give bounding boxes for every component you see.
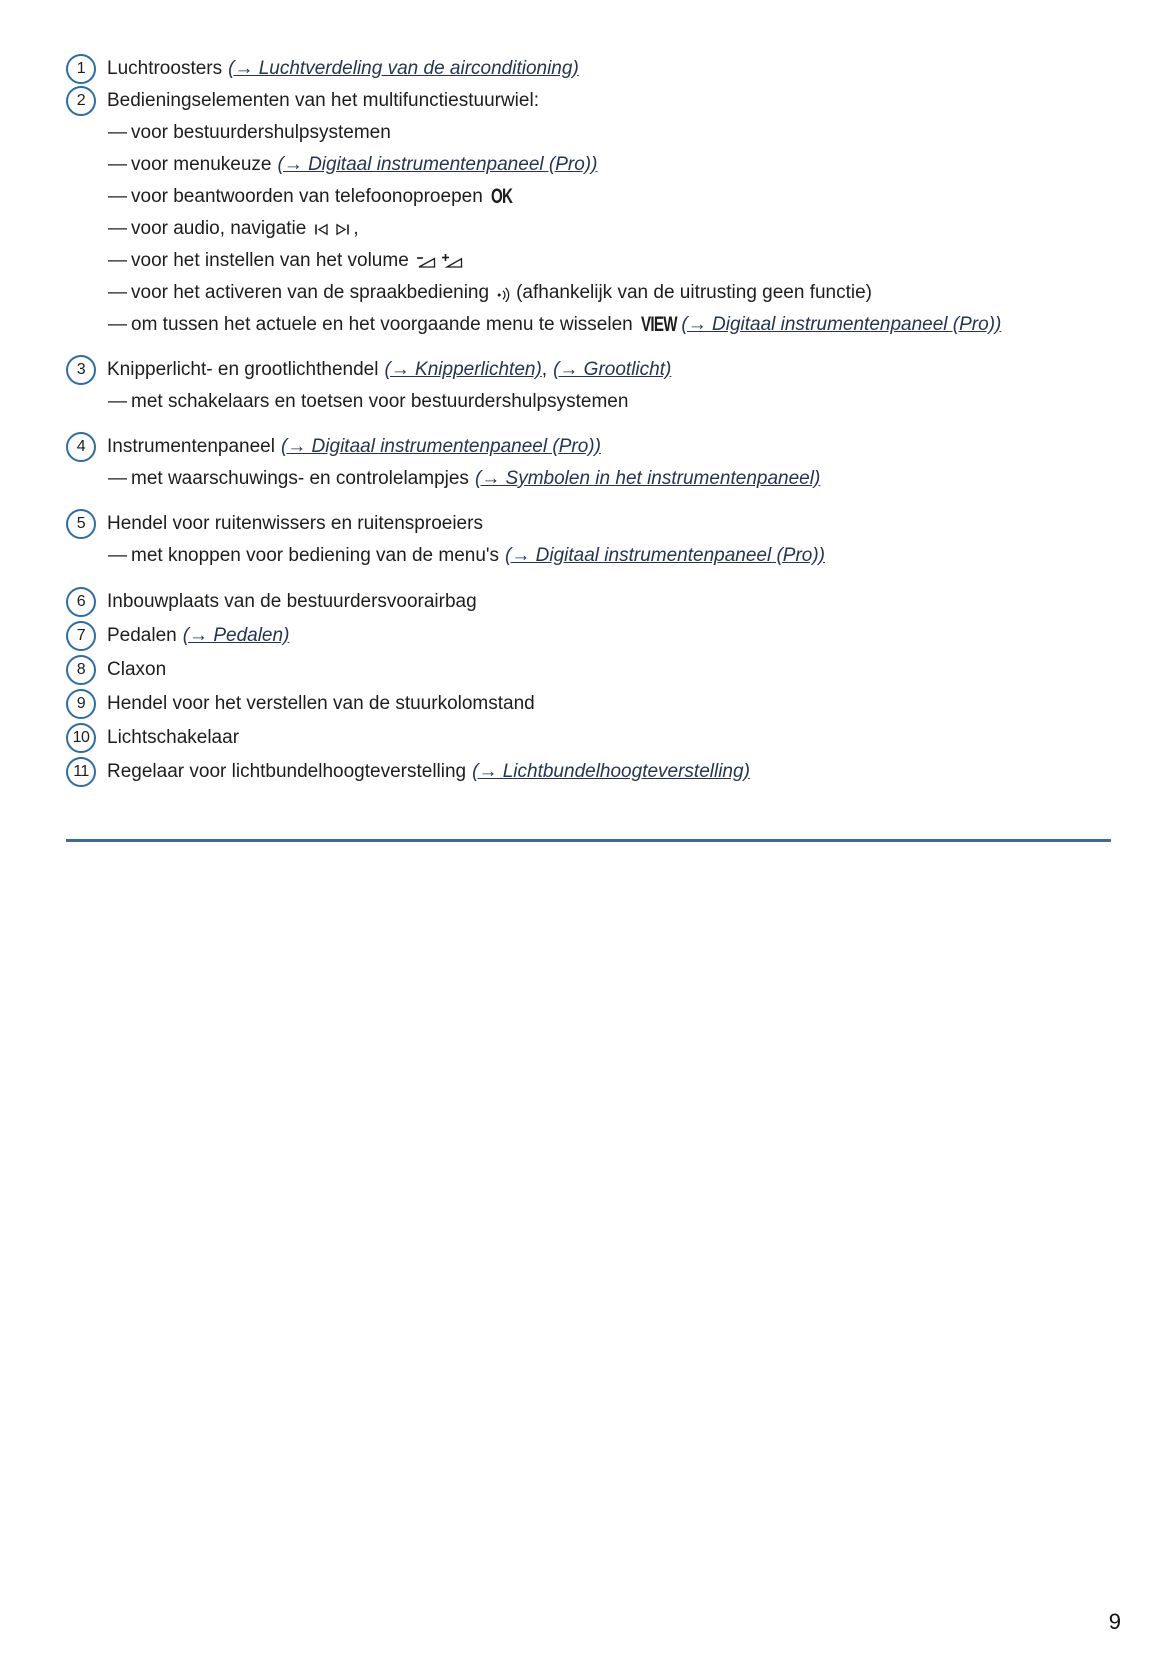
item-label: Inbouwplaats van de bestuurdersvoorairbag: [107, 591, 477, 612]
dash-bullet: —: [108, 282, 127, 303]
cross-reference-link[interactable]: (→ Lichtbundelhoogteverstelling): [472, 761, 750, 782]
item-label: Regelaar voor lichtbundelhoogteverstelling: [107, 761, 467, 782]
list-item: [66, 508, 1125, 540]
item-label: Pedalen: [107, 625, 177, 646]
item-number-badge: [66, 355, 96, 385]
cross-reference-link[interactable]: (→ Luchtverdeling van de airconditioning): [228, 58, 579, 79]
prev-track-icon: [313, 222, 330, 237]
item-number: 7: [76, 627, 86, 644]
sub-item-suffix: (afhankelijk van de uitrusting geen functie): [516, 282, 873, 303]
sub-list-item: [66, 149, 1125, 181]
cross-reference-link[interactable]: (→ Symbolen in het instrumentenpaneel): [474, 468, 821, 489]
item-label: Luchtroosters: [107, 58, 223, 79]
item-number-badge: [66, 432, 96, 462]
cross-reference-link[interactable]: (→ Pedalen): [182, 625, 290, 646]
sub-item-label: voor beantwoorden van telefoonoproepen: [131, 186, 483, 207]
page-number: 9: [1108, 1609, 1121, 1634]
sub-item-label: met waarschuwings- en controlelampjes: [131, 468, 469, 489]
view-button-glyph: VIEW: [640, 313, 677, 336]
item-number-badge: [66, 509, 96, 539]
item-number: 6: [76, 593, 86, 610]
sub-item-label: voor menukeuze: [131, 154, 272, 175]
item-number: 5: [76, 515, 86, 532]
list-item: [66, 85, 1125, 117]
sub-list-item: [66, 181, 1125, 213]
item-number: 8: [76, 661, 86, 678]
sub-list-item: [66, 463, 1125, 495]
item-label: Instrumentenpaneel: [107, 436, 275, 457]
sub-list-item: [66, 277, 1125, 309]
cross-reference-link[interactable]: (→ Grootlicht): [553, 359, 672, 380]
voice-control-icon: [496, 284, 511, 302]
item-label: Lichtschakelaar: [107, 727, 240, 748]
item-label: Bedieningselementen van het multifunctiestuurwiel:: [107, 90, 539, 111]
list-item: [66, 53, 1125, 85]
list-item: [66, 755, 1125, 789]
list-item: [66, 653, 1125, 687]
sub-item-suffix: ,: [353, 218, 359, 239]
item-number: 10: [72, 729, 90, 746]
item-label: Claxon: [107, 659, 167, 680]
cross-reference-link[interactable]: (→ Digitaal instrumentenpaneel (Pro)): [280, 436, 601, 457]
sub-list-item: [66, 309, 1125, 341]
sub-item-label: voor audio, navigatie: [131, 218, 307, 239]
volume-down-icon: [416, 253, 437, 270]
list-item: [66, 619, 1125, 653]
item-number-badge: [66, 587, 96, 617]
separator-text: ,: [541, 359, 548, 380]
item-number-badge: [66, 757, 96, 787]
dash-bullet: —: [108, 391, 127, 412]
item-number: 4: [76, 438, 86, 455]
sub-list-item: [66, 213, 1125, 245]
sub-list-item: [66, 540, 1125, 572]
sub-list-item: [66, 245, 1125, 277]
sub-item-label: voor het activeren van de spraakbediening: [131, 282, 490, 303]
dash-bullet: —: [108, 154, 127, 175]
list-item: [66, 721, 1125, 755]
sub-item-label: voor het instellen van het volume: [131, 250, 409, 271]
dash-bullet: —: [108, 250, 127, 271]
item-number-badge: [66, 723, 96, 753]
sub-item-label: met knoppen voor bediening van de menu's: [131, 545, 500, 566]
next-track-icon: [334, 222, 351, 237]
item-number-badge: [66, 86, 96, 116]
list-item: [66, 687, 1125, 721]
dash-bullet: —: [108, 468, 127, 489]
list-item: [66, 585, 1125, 619]
list-item: [66, 431, 1125, 463]
volume-up-icon: [441, 253, 463, 270]
item-number-badge: [66, 54, 96, 84]
dash-bullet: —: [108, 545, 127, 566]
item-number: 11: [73, 763, 89, 780]
list-item: [66, 354, 1125, 386]
sub-item-label: om tussen het actuele en het voorgaande menu te wisselen: [131, 314, 633, 335]
item-label: Hendel voor ruitenwissers en ruitensproeiers: [107, 513, 483, 534]
sub-item-label: met schakelaars en toetsen voor bestuurdershulpsystemen: [131, 391, 629, 412]
ok-button-glyph: OK: [490, 185, 513, 208]
cross-reference-link[interactable]: (→ Knipperlichten): [384, 359, 542, 380]
item-number: 1: [76, 60, 86, 77]
dash-bullet: —: [108, 186, 127, 207]
dash-bullet: —: [108, 218, 127, 239]
item-number-badge: [66, 689, 96, 719]
cross-reference-link[interactable]: (→ Digitaal instrumentenpaneel (Pro)): [681, 314, 1002, 335]
cross-reference-link[interactable]: (→ Digitaal instrumentenpaneel (Pro)): [505, 545, 826, 566]
item-number-badge: [66, 621, 96, 651]
cross-reference-link[interactable]: (→ Digitaal instrumentenpaneel (Pro)): [277, 154, 598, 175]
item-number: 9: [76, 695, 86, 712]
dash-bullet: —: [108, 314, 127, 335]
section-divider: [66, 839, 1111, 842]
item-number: 2: [76, 92, 86, 109]
item-number: 3: [76, 361, 86, 378]
dash-bullet: —: [108, 122, 127, 143]
sub-list-item: [66, 386, 1125, 418]
item-number-badge: [66, 655, 96, 685]
item-label: Knipperlicht- en grootlichthendel: [107, 359, 379, 380]
sub-item-label: voor bestuurdershulpsystemen: [131, 122, 391, 143]
sub-list-item: [66, 117, 1125, 149]
item-label: Hendel voor het verstellen van de stuurkolomstand: [107, 693, 535, 714]
